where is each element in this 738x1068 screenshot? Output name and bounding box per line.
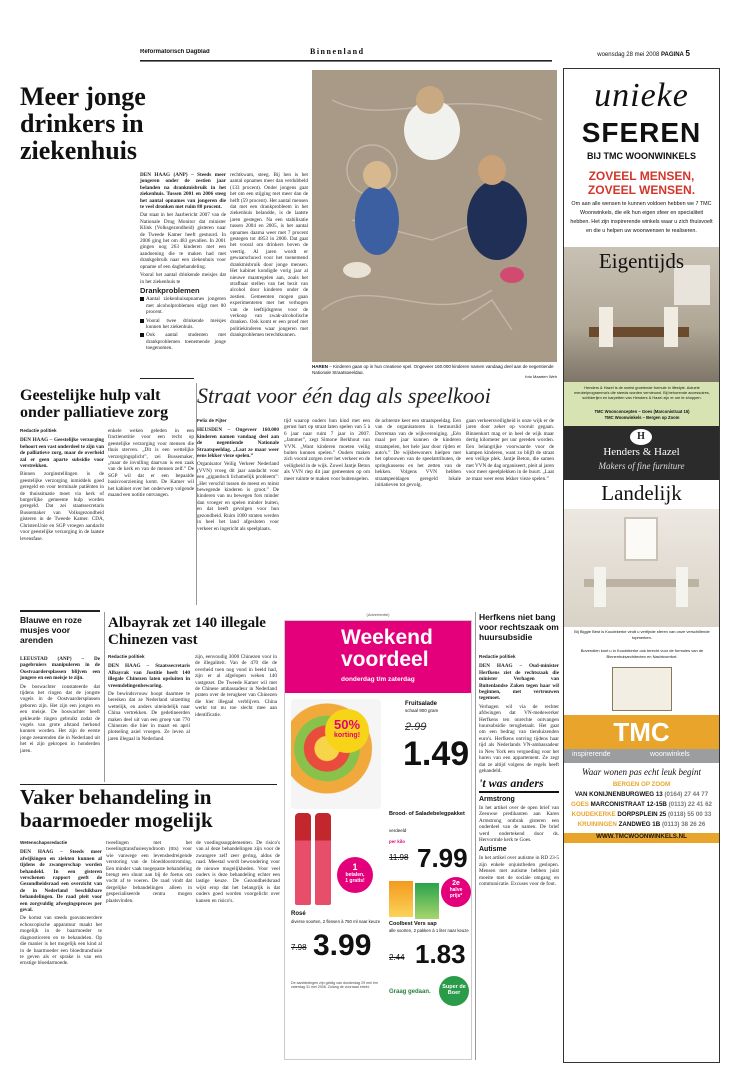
article-body: Redactie politiek DEN HAAG – Oud-minister Herfkens ziet de rechtszaak die minister Verhagen van Buitenlandse Zaken tegen haar wil beginnen, met vertrouwen tegemoet. Verhagen wil via de rechter afdwingen dat VN-medewerker Herfkens ten onrechte ontvangen huursubsidie terugbetaalt. Het gaat om een bedrag van tienduizenden euro's. Herfkens ontving tijdens haar tijd als Nederlands VN-ambassadeur in New York een vergoeding voor het huren van een appartement. Ze zegt dat ze altijd volgens de regels heeft gehandeld. — [479, 654, 559, 774]
tmc-location: KOUDEKERKE DORPSPLEIN 25 (0118) 55 00 33 — [571, 811, 712, 818]
article-body: Felix de Fijter HEUSDEN – Ongeveer 160.000 kinderen namen vandaag deel aan de negentiende Nationale Straatspeeldag. „Laat ze maar weer eens lekker vieze spelen.” Organisator Veilig Verkeer Nederland (VVN) vroeg dit jaar aandacht voor een „gigantisch lichamelijk probleem”: „Het verschil tussen de meest en minst bewegende kinderen is groot.” De kinderen van nu bewegen fors minder dan vroeger en spelen minder buiten, en dat heeft gevolgen voor hun gezondheid. Ruim 1000 straten werden in heel het land afgesloten voor verkeer en ingericht als speelplaats. — [197, 418, 279, 532]
photo-credit: foto Maarten Weh — [525, 374, 557, 379]
correction-box: 't was anders Armstrong In het artikel over de open brief van Zeeuwse predikanten aan Karen Armstrong ontbrak gisteren een onderdeel van de namen. De brief werd ondertekend door ds. Hervormde kerk te Goes. Autisme In het artikel over autisme in RD 23-5 zijn enkele onjuistheden geslopen. Mensen met autisme hebben juist moeite met de sociale omgang en communicatie. Excuses voor de fout. — [479, 776, 559, 888]
article-body: rechtkwam, steeg. Bij hen is het aantal opnames meer dan verdubbeld (133 procent). Onder jongens gaat het om een stijging met meer dan de helft (59 procent). Het aantal mensen dat met een drankprobleem in het ziekenhuis belandde, is de laatste jaren gestegen. Na een stabilisatie tussen 2004 en 2005, is het aantal opnames daarna weer met 7 procent gestegen tot 4853 in 2006. Dat gaat het vooral om drinkers boven de veertig. Al jaren wordt er gewaarschuwd voor het toenemend drankmisbruik door jonge mensen. Het kabinet kondigde vorig jaar al nieuwe maatregelen aan, zoals het strafbaar stellen van het bezit van alcohol door kinderen onder de zestien. Gemeenten mogen gaan experimenteren met het verhogen van de leeftijdsgrens voor de verkoop van zwak-alcoholische dranken. Ook komt er een proef met politiekinderen waar jongeren met drankproblemen terechtkunnen. — [230, 172, 308, 339]
article-title — [140, 385, 194, 386]
chair-shape — [676, 567, 688, 607]
tmc-zoveel: ZOVEEL MENSEN, — [588, 169, 695, 183]
chair-shape — [664, 307, 678, 347]
article-title: Straat voor één dag als speelkooi — [197, 383, 491, 408]
children-playing-photo — [312, 70, 557, 362]
tmc-advert — [563, 68, 720, 1063]
product-desc: diverse soorten, 2 flessen à 750 ml naar keuze — [291, 919, 381, 924]
article-body: Redactie politiek DEN HAAG – Geestelijke verzorging behoort een vast onderdeel te zijn van de palliatieve zorg, maar de overheid zal er geen aparte subsidie voor verstrekken. Binnen zorginstellingen is de geestelijke verzorging inmiddels goed geregeld en voor terminale patiënten in de thuissituatie moet via kerk of burgerlijke gemeente hulp worden geregeld. Dat zei staatssecretaris Bussemaker van Volksgezondheid gisteren in de Tweede Kamer. CDA, ChristenUnie en SGP vroegen aandacht voor geestelijke verzorging in de laatste levensfase. — [20, 428, 104, 542]
article-body: enkele weken geleden in een fractienotitie voor een recht op geestelijke verzorging voor mensen die thuis sterven. „Dit is een wettelijke verzorgingsplicht”, zei Bussemaker, „maar de invulling daarvan is een zaak van de kerk en van de mensen zelf.” De SGP wil dat er een bepaalde basisvoorziening komt. De Kamer wil het kabinet over het onderwerp volgende maand een notitie ontvangen. — [108, 428, 194, 499]
advert-subline: donderdag t/m zaterdag — [341, 676, 415, 683]
photo-illustration — [312, 70, 557, 362]
advert-slogan: Graag gedaan. — [389, 989, 431, 995]
old-price: 2.99 — [405, 721, 427, 733]
promo-tag: 2e halve prijs* — [441, 877, 471, 907]
tmc-slogan: Waar wonen pas echt leuk begint — [582, 767, 701, 777]
biggie-best-logo — [612, 667, 672, 711]
product-name: Fruitsalade — [405, 701, 438, 707]
advert-label: (Advertentie) — [366, 612, 390, 617]
chair-shape — [599, 307, 613, 347]
article-body: de voedingssupplementen. De risico's van al deze behandelingen zijn voor de zwangere zelf zeer gering, aldus de raad. Meestal wordt bewondering voor de nieuwe mogelijkheden. Voor veel ouders is deze behandeling echter een lastige keuze. De Gezondheidsraad wijst erop dat het belangrijk is dat ouders goed worden voorgelicht over kansen en risico's. — [196, 840, 280, 904]
product-desc: verdeeld — [389, 828, 407, 833]
article-body: DEN HAAG (ANP) – Steeds meer jongeren onder de zestien jaar belanden na drankmisbruik in het ziekenhuis. Tussen 2001 en 2006 steeg het aantal opnames van jongeren die te veel dronken met ruim 80 procent. Dat staat in het Jaarbericht 2007 van de Nationale Drug Monitor dat minister Klink (Volksgezondheid) gisteren naar de Tweede Kamer heeft gestuurd. In 2006 ging het om 483 gevallen. In 2001 gingen nog 263 kinderen met een aandoening die te maken had met drankgebruik naar een ziekenhuis voor opname of een dagbehandeling. Vooral het aantal drinkende meisjes dat in het ziekenhuis te Drankproblemen Aantal ziekenhuisopnames jongeren met alcoholproblemen stijgt met 80 procent. Vooral twee drinkende meisjes kunnen het ziekenhuis. Ook aantal studenten met drankproblemen toenemende jonge toegenomen. — [140, 172, 226, 352]
tmc-url[interactable]: WWW.TMCWOONWINKELS.NL — [564, 833, 719, 843]
tmc-location: VAN KONIJNENBURGWEG 13 (0164) 27 44 77 — [574, 791, 709, 798]
tmc-unieke: unieke — [594, 77, 689, 114]
page-date: woensdag 28 mei 2008 PAGINA 5 — [597, 49, 690, 58]
article-body: de achterste keer een straatspeeldag. Een van de organisatoren is bestuurslid Dorreman van de wijkvereniging. „Eén maal per jaar kunnen de kinderen straatspelen, het hele jaar door rijden er auto's.” De wijkbewoners hielpen met het opbouwen van de speelattributen, de springkussens en het zetten van de hekken. Volgens VVN hebben straatspeeldagen geregeld lokale initiatieven tot gevolg. — [375, 418, 461, 489]
article-title: Herfkens niet bang voor rechtszaak om huursubsidie — [479, 612, 559, 642]
old-price: 2.44 — [389, 953, 405, 962]
advert-headline: voordeel — [341, 648, 429, 671]
product-price: 1.49 — [403, 735, 470, 773]
article-title: Vaker behandeling in baarmoeder mogelijk — [20, 786, 213, 832]
article-body: zijn, eenvoudig 3000 Chinezen voor in de illegaliteit. Van de 470 die de overheid toen nog vond in beeld had, zijn er al afgelopen weken 140 vastgezet. De Tweede Kamer wil met de Chinese ambassadeur in Nederland praten over de terugkeer van Chinezen die hier illegaal verblijven. China werkt tot nu toe slecht mee aan identificatie. — [195, 654, 277, 718]
tmc-eigentijds: Eigentijds — [598, 249, 685, 273]
fact-box: Drankproblemen Aantal ziekenhuisopnames jongeren met alcoholproblemen stijgt met 80 procent. Vooral twee drinkende meisjes kunnen het ziekenhuis. Ook aantal studenten met drankproblemen toenemende jonge toegenomen. — [140, 285, 226, 352]
article-body: tijd waarop ouders hun kind met een gerust hart op straat laten spelen van 5 à 6 jaar naar ruim 7 jaar in 2007. „Jammer”, zegt Simone Berkhout van VVN. „Want kinderen moeten veilig buiten kunnen spelen.” Ouders maken zich vooral zorgen over het verkeer en de veiligheid in de wijk. Zowel Jantje Beton als VVN riep dit jaar gemeenten op om meer ruimte te maken voor buitenspelen. — [284, 418, 370, 482]
product-name: Coolbest Vers sap — [389, 921, 437, 927]
bb-text: Bij Biggie Best is Koudekerke vindt u verfijnde sferen van onze verschillende topmerken. — [574, 629, 710, 640]
article-body: Wetenschapsredactie DEN HAAG – Steeds meer afwijkingen en ziekten kunnen al tijdens de zwangerschap worden behandeld. In een gisteren verschenen rapport geeft de Gezondheidsraad een overzicht van de in Nederland beschikbare behandelingen. De raad pleit voor een zorgvuldig afwegingsproces per geval. De komst van steeds geavanceerdere echoscopische apparatuur maakt het mogelijk in de baarmoeder te diagnosticeren en te behandelen. Op die manier is het mogelijk een kind al in de baarmoeder een bloedtransfusie te geven als er sprake is van een ernstige bloedarmoede. — [20, 840, 102, 967]
product-price: 3.99 — [313, 929, 372, 962]
henders-hazel-box: Henders & Hazel is de snelst groeiende formule in lifestyle. Actuele meubelprogramma's die steeds worden vernieuwd. Bij behorende accessoires, schilderijen en karpetten van Henders & Hazel zijn er om te shoppen. TMC Woonconcepten – Goes (Marconistraat 15) TMC Woonwinkels – Bergen op Zoom H Henders & Hazel Makers of fine furniture — [564, 382, 719, 480]
tmc-location: GOES MARCONISTRAAT 12-15B (0113) 22 41 62 — [571, 801, 712, 808]
wine-bottle-image — [295, 813, 311, 905]
tmc-landelijk: Landelijk — [601, 481, 682, 505]
advert-headline: Weekend — [341, 626, 433, 649]
old-price: 7.98 — [291, 943, 307, 952]
bb-text: Bovendien kunt u in Koudekerke ook terecht voor de formules van de Binnenhuisarchitecten en Nachtcomfort. — [580, 648, 704, 659]
product-name: Rosé — [291, 911, 306, 917]
product-desc: alle soorten, 2 pakken à 1 liter naar keuze — [389, 928, 469, 933]
tmc-zoveel: ZOVEEL WENSEN. — [587, 183, 696, 197]
tmc-location: KRUININGEN ZANDWEG 1B (0113) 38 26 26 — [577, 821, 706, 828]
article-body: Redactie politiek DEN HAAG – Staatssecretaris Albayrak van Justitie heeft 140 illegale Chinezen laten opsluiten in vreemdelingenbewaring. De bewindsvrouw hoopt daarmee te bereiken dat ze Nederland uitzetting wettelijk, en anders uiteindelijk naar China vertrekken. De gedetineerden maken deel uit van een groep van 770 Chinezen die hier in maart en april plotseling asiel vroegen. Ze leven al jaren illegaal in Nederland. — [108, 654, 190, 742]
brand-logo: Super de Boer — [439, 976, 469, 1006]
product-desc: schaal 900 gram — [405, 708, 439, 713]
advert-conditions: De aanbiedingen zijn geldig van donderdag 29 mei t/m zaterdag 31 mei 2008. Zolang de voorraad strekt. — [291, 981, 378, 990]
photo-caption: HAREN – Kinderen gaan op in hun creatieve spel. Ongeveer 160.000 kinderen namen vandaag deel aan de negentiende Nationale Straatspeeldag. — [312, 364, 554, 374]
article-title: Albayrak zet 140 illegale Chinezen vast — [108, 615, 266, 648]
supermarket-advert — [284, 620, 472, 1060]
promo-tag: 1 betalen, 1 gratis! — [337, 857, 373, 893]
country-interior-photo — [564, 509, 719, 627]
chair-shape — [594, 567, 606, 607]
juice-pack-image — [415, 883, 439, 919]
masthead-paper: Reformatorisch Dagblad — [140, 49, 210, 55]
juice-pack-image — [389, 881, 413, 917]
hh-logo: H Henders & Hazel Makers of fine furniture — [564, 426, 719, 480]
window-shape — [624, 517, 658, 561]
tmc-logo: TMC inspirerende woonwinkels — [564, 715, 719, 763]
product-name: Brood- of Saladebelegpakket — [389, 811, 465, 817]
article-body: LEEUSTAD (ANP) – De pagebruiers manipuleren in de Oostvaardersplassen blijven een jongere en een meisje te zijn. De boswachter constateerde dat tijdens het ringen dat de jongste vogels in de Oostvaardersplassen geboren zijn. Het zijn een jongen en een meisje. De boswachter heeft gekleurde ringen gebruikt zodat de vogels van grote afstand herkend kunnen worden. Het zijn de eerste jonge zeearenden die in Nederland uit het ei zijn gekropen in honderden jaren. — [20, 656, 100, 754]
article-title: Blauwe en roze musjes voor arenden — [20, 615, 82, 645]
per-kilo: per kilo — [389, 839, 406, 844]
tmc-intro: Om aan alle wensen te kunnen voldoen hebben we 7 TMC Woonwinkels, die elk hun eigen sfeer en specialiteit hebben. Het zijn inspirerende winkels waar u zich thuisvoelt en die u helpen uw woonwensen te realiseren. — [570, 201, 713, 234]
palliative-title: Geestelijke hulp valt onder palliatieve zorg — [20, 387, 169, 421]
article-title: Meer jonge drinkers in ziekenhuis — [20, 83, 146, 165]
tmc-location: BERGEN OP ZOOM — [612, 781, 671, 788]
section-title: Binnenland — [310, 47, 365, 56]
old-price: 11.98 — [389, 853, 409, 862]
product-price: 7.99 — [417, 843, 468, 873]
discount-badge: 50% korting! — [325, 709, 369, 753]
section-heading: 't was anders — [479, 776, 559, 793]
article-body: tweelingen met het tweelingtransfusiesyndroom (ttts) voor wie vanwege een levensbedreigende verstoring van de bloeddoorstroming. Een minder vaak toegepaste behandeling brengt een shunt aan bij de foetus om vocht af te voeren. De raad vindt dat dergelijke behandelingen alleen in gespecialiseerde centra mogen plaatsvinden. — [106, 840, 192, 904]
tmc-bij: BIJ TMC WOONWINKELS — [587, 151, 696, 161]
article-body: gaan verkeersveiligheid is onze wijk er de jaren door zeker op vooruit gegaan. Binnenkort mag er in heel de wijk maar dertig kilometer per uur gereden worden. Een belangrijke voorwaarde voor de kampen kinderen, want zo blijft de straat een veilige plek. Jantje Beton, die samen met VVN de dag organiseert, pleit al jaren voor meer speelplekken in de buurt. „Laat ze maar weer eens lekker vieze spelen.” — [466, 418, 554, 482]
tmc-sferen: SFEREN — [581, 117, 702, 148]
product-price: 1.83 — [415, 939, 466, 969]
wine-bottle-image — [315, 813, 331, 905]
hh-icon: H — [630, 429, 652, 445]
